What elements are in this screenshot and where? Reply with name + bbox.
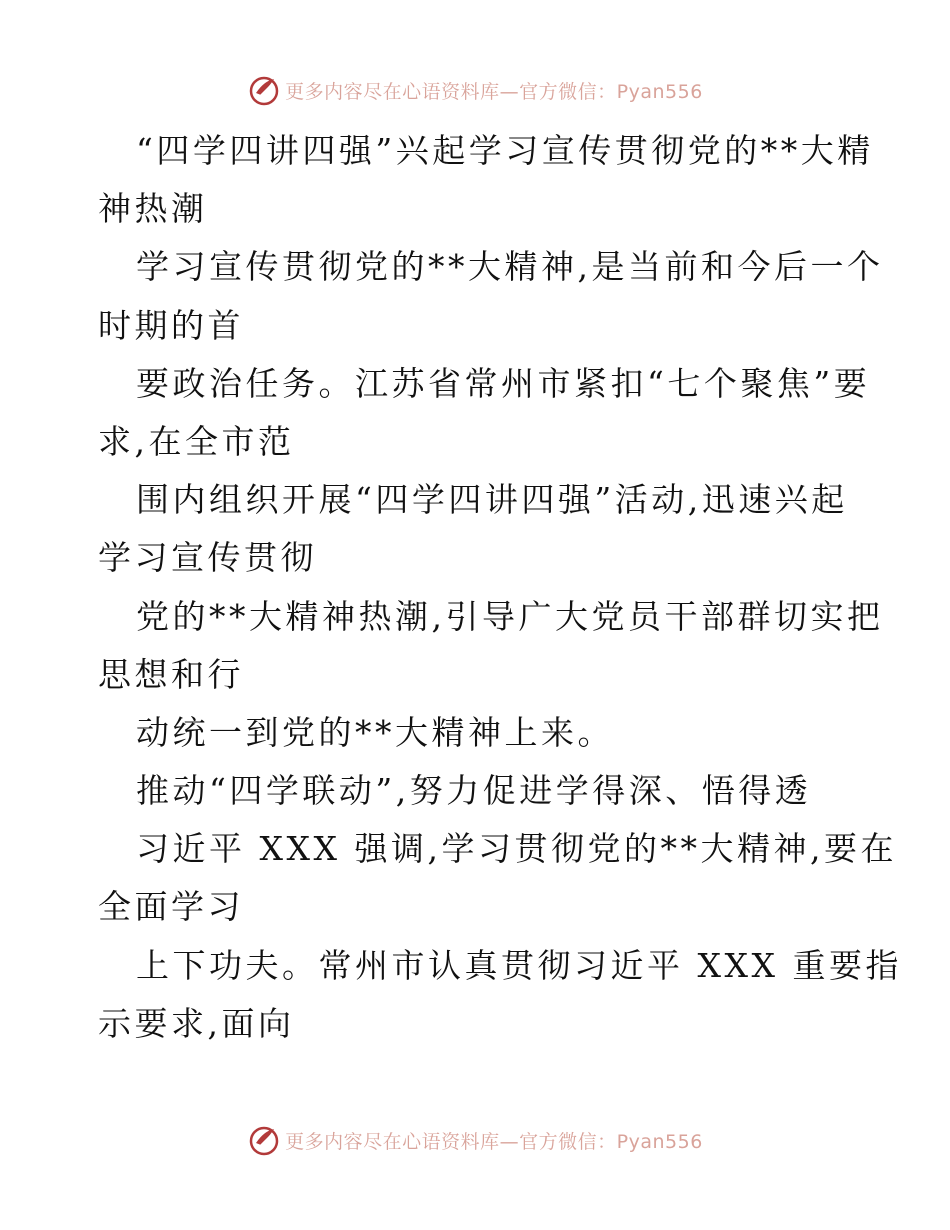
text-line: 神热潮 (98, 189, 208, 229)
header-watermark-banner (0, 68, 950, 112)
text-line: 推动“四学联动”,努力促进学得深、悟得透 (136, 771, 812, 811)
text-line: 学习宣传贯彻党的**大精神,是当前和今后一个 (136, 247, 884, 287)
watermark-text: 更多内容尽在心语资料库—官方微信：Pyan556 (285, 80, 703, 103)
brand-logo-icon (247, 73, 281, 107)
text-line: 动统一到党的**大精神上来。 (136, 712, 614, 752)
text-line: 求,在全市范 (98, 421, 295, 461)
text-line: 上下功夫。常州市认真贯彻习近平 XXX 重要指 (136, 945, 902, 985)
text-line: 全面学习 (98, 887, 244, 927)
text-line: 党的**大精神热潮,引导广大党员干部群切实把 (136, 596, 884, 636)
text-line: 时期的首 (98, 305, 244, 345)
text-line: 围内组织开展“四学四讲四强”活动,迅速兴起 (136, 480, 848, 520)
text-line: 思想和行 (98, 654, 244, 694)
text-line: “四学四讲四强”兴起学习宣传贯彻党的**大精 (136, 131, 874, 170)
watermark-text: 更多内容尽在心语资料库—官方微信：Pyan556 (285, 1130, 703, 1153)
text-line: 要政治任务。江苏省常州市紧扣“七个聚焦”要 (136, 363, 871, 403)
text-line: 示要求,面向 (98, 1003, 295, 1043)
text-line: 习近平 XXX 强调,学习贯彻党的**大精神,要在 (136, 829, 897, 869)
document-body (98, 122, 902, 1053)
footer-watermark-banner (0, 1118, 950, 1162)
text-line: 学习宣传贯彻 (98, 538, 317, 578)
brand-logo-icon (247, 1123, 281, 1157)
